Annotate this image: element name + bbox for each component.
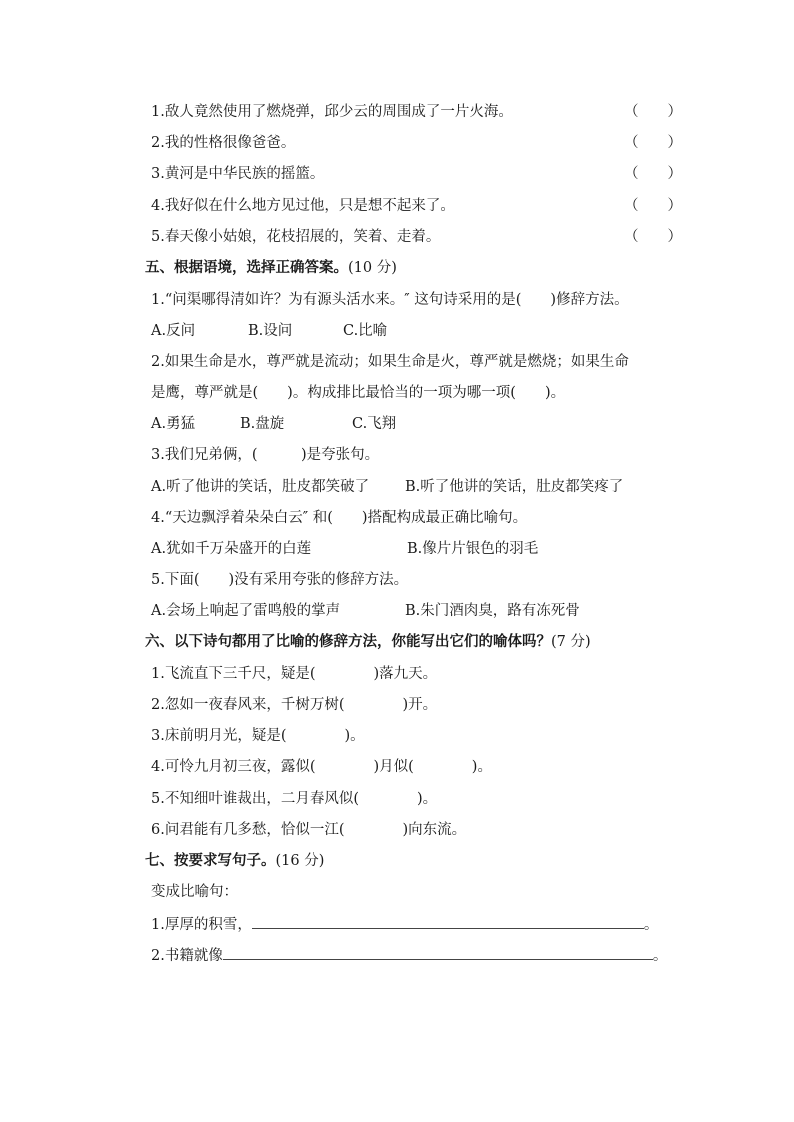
s5-q2-option-b[interactable]: B.盘旋 — [240, 416, 285, 432]
s5-question-3: 3.我们兄弟俩，( )是夸张句。 — [151, 447, 380, 463]
s5-q3-option-a[interactable]: A.听了他讲的笑话，肚皮都笑破了 — [151, 479, 370, 495]
answer-paren-3[interactable]: （ ） — [624, 166, 682, 182]
s5-q1-option-a[interactable]: A.反问 — [151, 323, 196, 339]
section5-title: 五、根据语境，选择正确答案。 — [145, 260, 348, 276]
s7-item-2-suffix: 。 — [652, 948, 668, 964]
s7-item-1 — [151, 914, 658, 935]
s6-item-2: 2.忽如一夜春风来，千树万树( )开。 — [151, 697, 438, 713]
judgment-item-2: 2.我的性格很像爸爸。 — [151, 135, 296, 151]
s6-item-6: 6.问君能有几多愁，恰似一江( )向东流。 — [151, 822, 467, 838]
section7-title: 七、按要求写句子。 — [145, 853, 276, 869]
s5-question-2-line1: 2.如果生命是水，尊严就是流动；如果生命是火，尊严就是燃烧；如果生命 — [151, 354, 629, 370]
s5-q5-option-a[interactable]: A.会场上响起了雷鸣般的掌声 — [151, 603, 341, 619]
s5-q1-option-c[interactable]: C.比喻 — [343, 323, 388, 339]
s5-q4-option-a[interactable]: A.犹如千万朵盛开的白莲 — [151, 541, 312, 557]
s7-subtitle: 变成比喻句： — [151, 884, 238, 900]
s5-q3-option-b[interactable]: B.听了他讲的笑话，肚皮都笑疼了 — [405, 479, 624, 495]
s5-q2-option-c[interactable]: C.飞翔 — [352, 416, 397, 432]
answer-paren-5[interactable]: （ ） — [624, 229, 682, 245]
s6-item-4: 4.可怜九月初三夜，露似( )月似( )。 — [151, 759, 492, 775]
s6-item-1: 1.飞流直下三千尺，疑是( )落九天。 — [151, 666, 438, 682]
answer-paren-2[interactable]: （ ） — [624, 135, 682, 151]
s5-q2-option-a[interactable]: A.勇猛 — [151, 416, 196, 432]
judgment-item-4: 4.我好似在什么地方见过他，只是想不起来了。 — [151, 198, 455, 214]
section5-heading — [145, 258, 397, 278]
judgment-item-3: 3.黄河是中华民族的摇篮。 — [151, 166, 325, 182]
section6-title: 六、以下诗句都用了比喻的修辞方法，你能写出它们的喻体吗？ — [145, 634, 551, 650]
s5-q4-option-b[interactable]: B.像片片银色的羽毛 — [407, 541, 539, 557]
s7-item-1-answer-line[interactable] — [252, 914, 644, 929]
judgment-item-1: 1.敌人竟然使用了燃烧弹，邱少云的周围成了一片火海。 — [151, 104, 513, 120]
answer-paren-1[interactable]: （ ） — [624, 104, 682, 120]
s7-item-2-prefix: 2.书籍就像 — [151, 948, 223, 964]
section7-score: (16 分) — [275, 853, 325, 869]
s6-item-3: 3.床前明月光，疑是( )。 — [151, 728, 365, 744]
s5-question-4: 4.“天边飘浮着朵朵白云″ 和( )搭配构成最正确比喻句。 — [151, 510, 528, 526]
s7-item-2 — [151, 945, 667, 966]
s5-q1-option-b[interactable]: B.设问 — [248, 323, 293, 339]
section5-score: (10 分) — [348, 260, 397, 276]
s5-q5-option-b[interactable]: B.朱门酒肉臭，路有冻死骨 — [405, 603, 580, 619]
s5-question-5: 5.下面( )没有采用夸张的修辞方法。 — [151, 572, 409, 588]
section7-heading — [145, 851, 324, 871]
answer-paren-4[interactable]: （ ） — [624, 198, 682, 214]
section6-score: (7 分) — [551, 634, 591, 650]
judgment-item-5: 5.春天像小姑娘，花枝招展的，笑着、走着。 — [151, 229, 441, 245]
s5-question-2-line2: 是鹰，尊严就是( )。构成排比最恰当的一项为哪一项( )。 — [151, 385, 566, 401]
s7-item-2-answer-line[interactable] — [223, 945, 653, 960]
s7-item-1-suffix: 。 — [643, 917, 659, 933]
s7-item-1-prefix: 1.厚厚的积雪， — [151, 917, 252, 933]
s5-question-1: 1.“问渠哪得清如许？为有源头活水来。″ 这句诗采用的是( )修辞方法。 — [151, 292, 629, 308]
section6-heading — [145, 632, 591, 652]
s6-item-5: 5.不知细叶谁裁出，二月春风似( )。 — [151, 791, 438, 807]
